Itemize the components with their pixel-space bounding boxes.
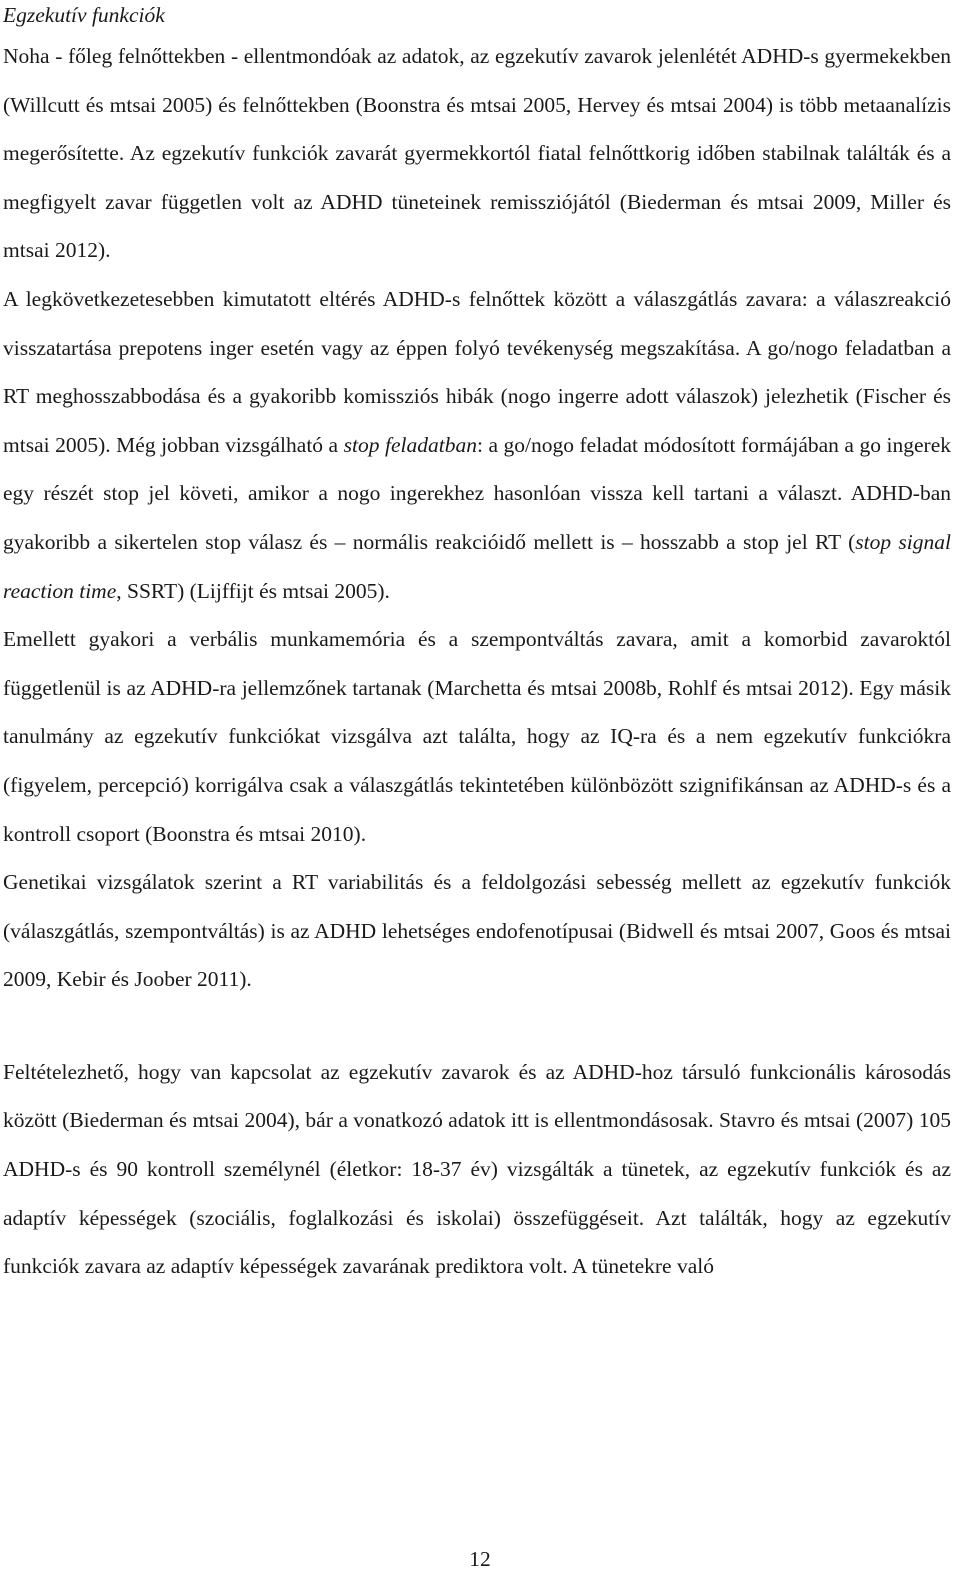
text-run: A legkövetkezetesebben kimutatott eltérés ADHD-s felnőttek között a válaszgátlás zavara: a válaszreakció visszatartása prepotens inger esetén vagy az éppen folyó tevékenység megszakítása. A go/nogo feladatban a RT meghosszabbodása és a gyakoribb komissziós hibák (nogo ingerre adott válaszok) jelezhetik (Fischer és mtsai 2005). Még jobban vizsgálható a: [3, 286, 951, 457]
text-run: Noha - főleg felnőttekben - ellentmondóak az adatok, az egzekutív zavarok jelenlétét ADHD-s gyermekekben (Willcutt és mtsai 2005) és felnőttekben (Boonstra és mtsai 2005, Hervey és mtsai 2004) is több metaanalízis megerősítette. Az egzekutív funkciók zavarát gyermekkortól fiatal felnőttkorig időben stabilnak találták és a megfigyelt zavar független volt az ADHD tüneteinek remissziójától (Biederman és mtsai 2009, Miller és mtsai 2012).: [3, 44, 951, 263]
italic-term: stop feladatban: [343, 432, 477, 457]
document-page: [3, 0, 951, 1291]
italic-term: stop signal reaction time: [3, 529, 951, 603]
page-number: 12: [469, 1547, 491, 1571]
paragraph: [3, 858, 951, 1004]
text-run: Feltételezhető, hogy van kapcsolat az egzekutív zavarok és az ADHD-hoz társuló funkcionális károsodás között (Biederman és mtsai 2004), bár a vonatkozó adatok itt is ellentmondásosak. Stavro és mtsai (2007) 105 ADHD-s és 90 kontroll személynél (életkor: 18-37 év) vizsgálták a tünetek, az egzekutív funkciók és az adaptív képességek (szociális, foglalkozási és iskolai) összefüggéseit. Azt találták, hogy az egzekutív funkciók zavara az adaptív képességek zavarának prediktora volt. A tünetekre való: [3, 1059, 951, 1279]
paragraph: [3, 615, 951, 858]
text-run: : a go/nogo feladat módosított formájában a go ingerek egy részét stop jel követi, amikor a nogo ingerekhez hasonlóan vissza kell tartani a választ. ADHD-ban gyakoribb a sikertelen stop válasz és – normális reakcióidő mellett is – hosszabb a stop jel RT (: [3, 432, 951, 554]
section-heading: Egzekutív funkciók: [3, 3, 165, 27]
text-run: Emellett gyakori a verbális munkamemória és a szempontváltás zavara, amit a komorbid zavaroktól függetlenül is az ADHD-ra jellemzőnek tartanak (Marchetta és mtsai 2008b, Rohlf és mtsai 2012). Egy másik tanulmány az egzekutív funkciókat vizsgálva azt találta, hogy az IQ-ra és a nem egzekutív funkciókra (figyelem, percepció) korrigálva csak a válaszgátlás tekintetében különbözött szignifikánsan az ADHD-s és a kontroll csoport (Boonstra és mtsai 2010).: [3, 627, 951, 846]
text-run: , SSRT) (Lijffijt és mtsai 2005).: [116, 578, 390, 603]
text-run: Genetikai vizsgálatok szerint a RT variabilitás és a feldolgozási sebesség mellett az egzekutív funkciók (válaszgátlás, szempontváltás) is az ADHD lehetséges endofenotípusai (Bidwell és mtsai 2007, Goos és mtsai 2009, Kebir és Joober 2011).: [3, 870, 951, 992]
paragraph: [3, 32, 951, 275]
paragraph: [3, 1048, 951, 1291]
paragraph: [3, 275, 951, 615]
